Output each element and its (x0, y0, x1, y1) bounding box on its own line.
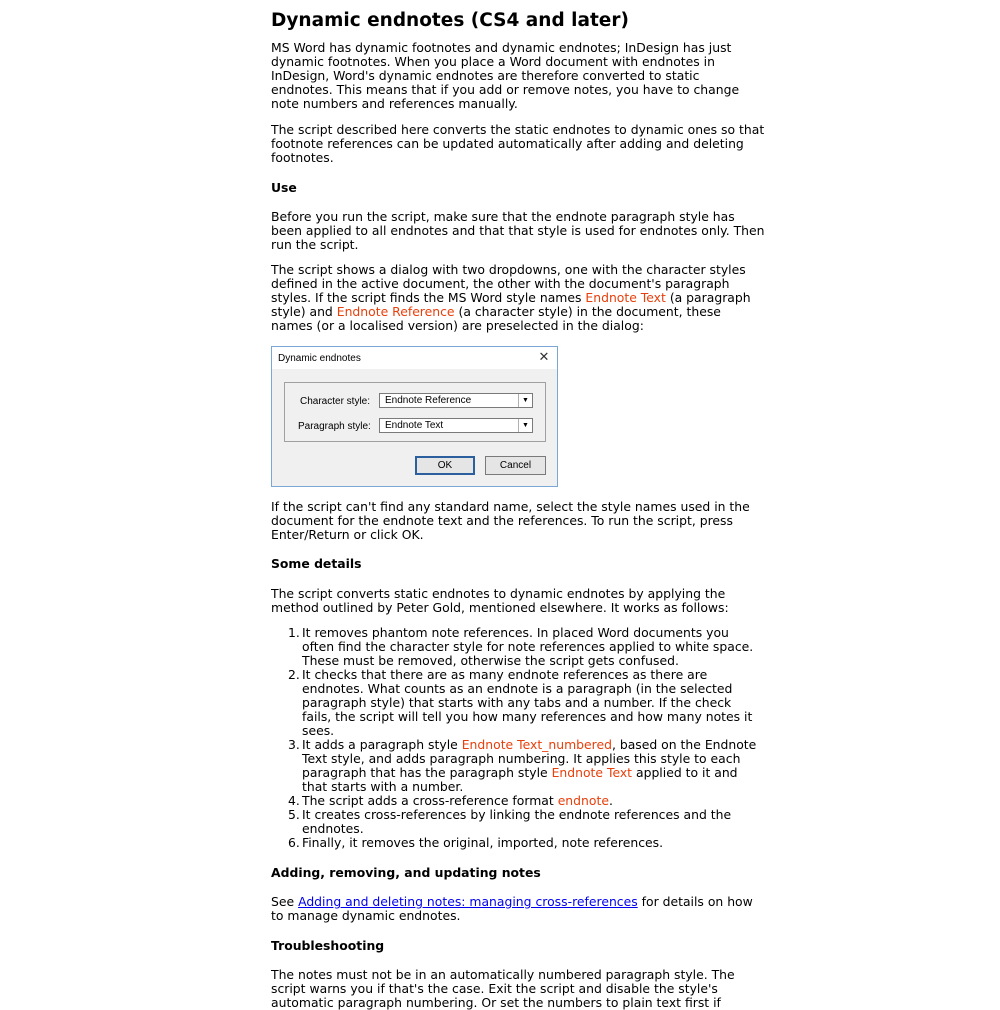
cancel-button[interactable]: Cancel (485, 456, 546, 475)
text-run: style) and (271, 304, 337, 319)
text-line: The script converts static endnotes to dynamic endnotes by applying the (271, 586, 726, 601)
steps-list (271, 625, 757, 850)
text-line (271, 291, 751, 305)
text-run: , based on the Endnote (611, 737, 757, 752)
text-line: fails, the script will tell you how many references and how many notes it (302, 709, 753, 724)
chevron-down-icon: ▼ (518, 394, 532, 407)
text-line: footnotes. (271, 150, 334, 165)
text-line: dynamic footnotes. When you place a Word document with endnotes in (271, 54, 715, 69)
text-line: document for the endnote text and the references. To run the script, press (271, 513, 733, 528)
text-line: Before you run the script, make sure that the endnote paragraph style has (271, 209, 735, 224)
list-number: 6. (288, 835, 300, 850)
dialog-title: Dynamic endnotes (278, 353, 361, 364)
text-line: run the script. (271, 237, 359, 252)
text-line: It removes phantom note references. In placed Word documents you (302, 625, 729, 640)
text-line: note numbers and references manually. (271, 96, 518, 111)
use-paragraph-3 (271, 500, 750, 542)
text-line: footnote references can be updated automatically after adding and deleting (271, 136, 744, 151)
format-name-endnote: endnote (557, 793, 609, 808)
text-line: that starts with a number. (302, 779, 464, 794)
paragraph-style-dropdown[interactable] (379, 418, 533, 433)
text-run: (a paragraph (665, 290, 751, 305)
text-line (271, 305, 751, 319)
text-line: If the script can't find any standard name, select the style names used in the (271, 499, 750, 514)
text-line: paragraph style) that starts with any tabs and a number. If the check (302, 695, 732, 710)
text-line: automatic paragraph numbering. Or set the numbers to plain text first if (271, 995, 721, 1010)
heading-some-details: Some details (271, 556, 362, 571)
use-paragraph-1 (271, 210, 765, 252)
style-name-endnote-text: Endnote Text (551, 765, 633, 780)
list-item (271, 737, 757, 794)
text-line (302, 766, 741, 780)
troubleshooting-paragraph (271, 968, 735, 1010)
text-line: been applied to all endnotes and that that style is used for endnotes only. Then (271, 223, 765, 238)
text-run: It adds a paragraph style (302, 737, 462, 752)
list-item (271, 625, 754, 668)
text-line (302, 737, 757, 752)
list-number: 3. (288, 737, 300, 752)
character-style-label: Character style: (300, 396, 371, 407)
close-icon[interactable]: ✕ (538, 349, 550, 364)
heading-use: Use (271, 180, 297, 195)
text-run: The script adds a cross-reference format (302, 793, 558, 808)
text-line: The script shows a dialog with two dropdowns, one with the character styles (271, 262, 746, 277)
style-name-endnote-text: Endnote Text (585, 290, 666, 305)
character-style-value: Endnote Reference (385, 395, 472, 406)
intro-paragraph-2 (271, 123, 764, 165)
text-line: endnotes. (302, 821, 364, 836)
text-line: It creates cross-references by linking the endnote references and the (302, 807, 732, 822)
text-run: applied to it and (632, 765, 738, 780)
heading-adding-removing-updating: Adding, removing, and updating notes (271, 865, 541, 880)
use-paragraph-2 (271, 263, 751, 333)
text-line: These must be removed, otherwise the script gets confused. (302, 653, 679, 668)
list-number: 1. (288, 625, 300, 640)
dialog-options-panel (284, 382, 546, 442)
managing-cross-references-link[interactable]: Adding and deleting notes: managing cross-references (298, 894, 638, 909)
text-run: paragraph that has the paragraph style (302, 765, 552, 780)
list-number: 4. (288, 793, 300, 808)
paragraph-style-label: Paragraph style: (298, 421, 371, 432)
text-line: It checks that there are as many endnote references as there are (302, 667, 708, 682)
text-line (302, 794, 741, 808)
text-line: endnotes. This means that if you add or remove notes, you have to change (271, 82, 740, 97)
style-name-endnote-text-numbered: Endnote Text_numbered (461, 737, 612, 752)
text-line: method outlined by Peter Gold, mentioned elsewhere. It works as follows: (271, 600, 729, 615)
text-line: to manage dynamic endnotes. (271, 908, 461, 923)
text-line: defined in the active document, the other with the document's paragraph (271, 276, 730, 291)
list-number: 2. (288, 667, 300, 682)
ok-button[interactable]: OK (415, 456, 475, 475)
text-line: sees. (302, 723, 335, 738)
details-paragraph (271, 587, 729, 615)
text-line: Finally, it removes the original, imported, note references. (302, 835, 664, 850)
text-line: often find the character style for note references applied to white space. (302, 639, 754, 654)
text-line: The notes must not be in an automatically numbered paragraph style. The (271, 967, 735, 982)
text-line: Enter/Return or click OK. (271, 527, 424, 542)
page-title: Dynamic endnotes (CS4 and later) (271, 10, 629, 31)
text-run: See (271, 894, 299, 909)
dialog-titlebar (272, 347, 557, 369)
text-line: Text style, and adds paragraph numbering. It applies this style to each (302, 751, 741, 766)
character-style-dropdown[interactable] (379, 393, 533, 408)
list-item (271, 667, 753, 738)
text-run: for details on how (637, 894, 753, 909)
text-line: MS Word has dynamic footnotes and dynamic endnotes; InDesign has just (271, 40, 732, 55)
chevron-down-icon: ▼ (518, 419, 532, 432)
text-run: (a character style) in the document, these (454, 304, 721, 319)
text-run: styles. If the script finds the MS Word style names (271, 290, 586, 305)
style-name-endnote-reference: Endnote Reference (336, 304, 455, 319)
list-item (271, 794, 741, 808)
paragraph-style-value: Endnote Text (385, 420, 444, 431)
intro-paragraph-1 (271, 41, 739, 111)
text-line: InDesign, Word's dynamic endnotes are therefore converted to static (271, 68, 700, 83)
text-line: names (or a localised version) are preselected in the dialog: (271, 318, 644, 333)
dynamic-endnotes-dialog (271, 346, 558, 487)
text-line: endnotes. What counts as an endnote is a paragraph (in the selected (302, 681, 733, 696)
heading-troubleshooting: Troubleshooting (271, 938, 385, 953)
text-run: . (608, 793, 613, 808)
text-line (271, 895, 753, 909)
text-line: script warns you if that's the case. Exit the script and disable the style's (271, 981, 718, 996)
updating-paragraph (271, 895, 753, 923)
list-item (271, 836, 741, 850)
text-line: The script described here converts the static endnotes to dynamic ones so that (271, 122, 765, 137)
list-number: 5. (288, 807, 300, 822)
list-item (271, 808, 741, 836)
